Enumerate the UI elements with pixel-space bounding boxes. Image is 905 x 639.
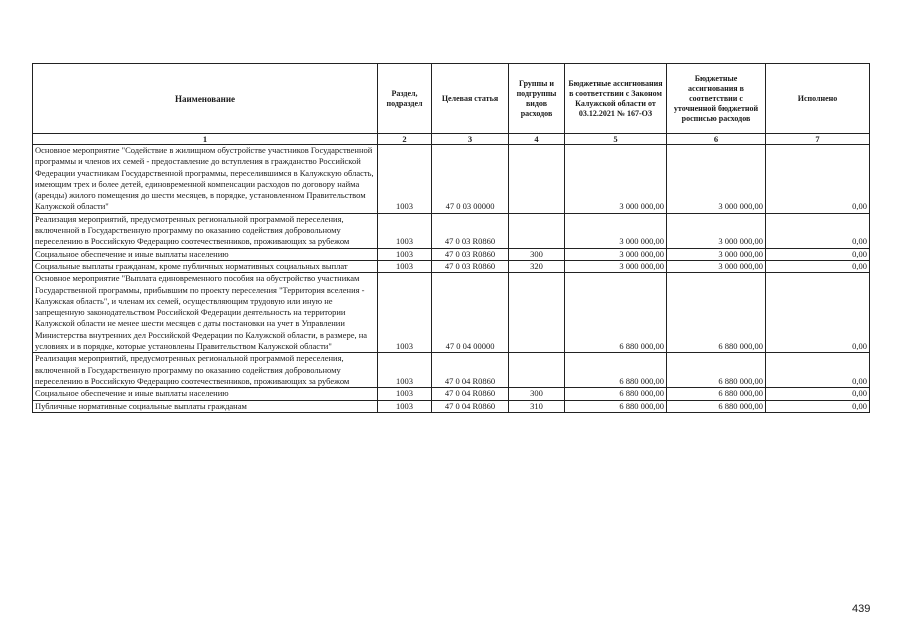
row-budget-refined: 6 880 000,00 [667, 273, 766, 353]
row-section: 1003 [378, 388, 432, 400]
row-section: 1003 [378, 353, 432, 388]
row-budget-law: 3 000 000,00 [565, 248, 667, 260]
row-name: Социальные выплаты гражданам, кроме публичных нормативных социальных выплат [33, 260, 378, 272]
row-name: Реализация мероприятий, предусмотренных региональной программой переселения, включенной в Государственную программу по оказанию содействия добровольному переселению в Российскую Федерацию соотечественников, проживающих за рубежом [33, 213, 378, 248]
row-group [509, 213, 565, 248]
table-row [33, 273, 870, 353]
row-budget-law: 3 000 000,00 [565, 213, 667, 248]
column-number-row [33, 134, 870, 145]
table-row [33, 400, 870, 412]
row-name: Публичные нормативные социальные выплаты гражданам [33, 400, 378, 412]
row-group [509, 273, 565, 353]
row-budget-refined: 3 000 000,00 [667, 213, 766, 248]
row-budget-law: 3 000 000,00 [565, 145, 667, 214]
row-group: 320 [509, 260, 565, 272]
page-number: 439 [852, 603, 871, 615]
table-row [33, 145, 870, 214]
table-row [33, 353, 870, 388]
row-budget-law: 3 000 000,00 [565, 260, 667, 272]
row-article: 47 0 03 R0860 [432, 260, 509, 272]
row-budget-law: 6 880 000,00 [565, 353, 667, 388]
row-budget-refined: 3 000 000,00 [667, 248, 766, 260]
table-row [33, 260, 870, 272]
row-name: Реализация мероприятий, предусмотренных региональной программой переселения, включенной в Государственную программу по оказанию содействия добровольному переселению в Российскую Федерацию соотечественников, проживающих за рубежом [33, 353, 378, 388]
header-row [33, 64, 870, 134]
row-budget-refined: 3 000 000,00 [667, 145, 766, 214]
table-row [33, 248, 870, 260]
row-name: Социальное обеспечение и иные выплаты населению [33, 248, 378, 260]
row-budget-law: 6 880 000,00 [565, 400, 667, 412]
row-section: 1003 [378, 273, 432, 353]
row-section: 1003 [378, 248, 432, 260]
header-section: Раздел, подраздел [378, 64, 432, 134]
column-number: 3 [432, 134, 509, 145]
row-name: Основное мероприятие "Содействие в жилищном обустройстве участников Государственной программы и членов их семей - предоставление до вступления в гражданство Российской Федерации участникам Государственной программы, переселившимся в Калужскую область, имеющим трех и более детей, единовременной компенсации расходов по договору найма (аренды) жилого помещения до шести месяцев, в порядке, установленном Правительством Калужской области" [33, 145, 378, 214]
row-group [509, 353, 565, 388]
header-budget-refined: Бюджетные ассигнования в соответствии с уточненной бюджетной росписью расходов [667, 64, 766, 134]
row-section: 1003 [378, 260, 432, 272]
budget-execution-table [32, 63, 870, 413]
row-executed: 0,00 [766, 353, 870, 388]
row-name: Социальное обеспечение и иные выплаты населению [33, 388, 378, 400]
row-article: 47 0 04 R0860 [432, 388, 509, 400]
column-number: 6 [667, 134, 766, 145]
row-section: 1003 [378, 213, 432, 248]
row-budget-refined: 3 000 000,00 [667, 260, 766, 272]
row-budget-law: 6 880 000,00 [565, 388, 667, 400]
row-executed: 0,00 [766, 273, 870, 353]
row-budget-refined: 6 880 000,00 [667, 388, 766, 400]
table-row [33, 213, 870, 248]
row-name: Основное мероприятие "Выплата единовременного пособия на обустройство участникам Государственной программы, прибывшим по проекту переселения "Территория вселения - Калужская область", и членам их семей, осуществляющим трудовую или иную не запрещенную законодательством Российской Федерации деятельность на территории Калужской области не менее шести месяцев с даты постановки на учет в Управлении Министерства внутренних дел Российской Федерации по Калужской области, в размере, на условиях и в порядке, которые установлены Правительством Калужской области" [33, 273, 378, 353]
table-row [33, 388, 870, 400]
row-section: 1003 [378, 145, 432, 214]
row-budget-refined: 6 880 000,00 [667, 400, 766, 412]
row-executed: 0,00 [766, 260, 870, 272]
row-article: 47 0 03 R0860 [432, 248, 509, 260]
column-number: 5 [565, 134, 667, 145]
row-executed: 0,00 [766, 400, 870, 412]
row-article: 47 0 04 R0860 [432, 353, 509, 388]
row-group: 300 [509, 388, 565, 400]
column-number: 1 [33, 134, 378, 145]
row-executed: 0,00 [766, 388, 870, 400]
row-group: 300 [509, 248, 565, 260]
header-target-article: Целевая статья [432, 64, 509, 134]
row-executed: 0,00 [766, 213, 870, 248]
row-budget-law: 6 880 000,00 [565, 273, 667, 353]
row-group: 310 [509, 400, 565, 412]
row-article: 47 0 04 R0860 [432, 400, 509, 412]
row-article: 47 0 03 R0860 [432, 213, 509, 248]
row-group [509, 145, 565, 214]
row-article: 47 0 03 00000 [432, 145, 509, 214]
column-number: 4 [509, 134, 565, 145]
header-executed: Исполнено [766, 64, 870, 134]
header-name: Наименование [33, 64, 378, 134]
header-budget-law: Бюджетные ассигнования в соответствии с Законом Калужской области от 03.12.2021 № 167-ОЗ [565, 64, 667, 134]
header-expense-group: Группы и подгруппы видов расходов [509, 64, 565, 134]
row-budget-refined: 6 880 000,00 [667, 353, 766, 388]
column-number: 2 [378, 134, 432, 145]
row-article: 47 0 04 00000 [432, 273, 509, 353]
row-section: 1003 [378, 400, 432, 412]
row-executed: 0,00 [766, 248, 870, 260]
column-number: 7 [766, 134, 870, 145]
row-executed: 0,00 [766, 145, 870, 214]
